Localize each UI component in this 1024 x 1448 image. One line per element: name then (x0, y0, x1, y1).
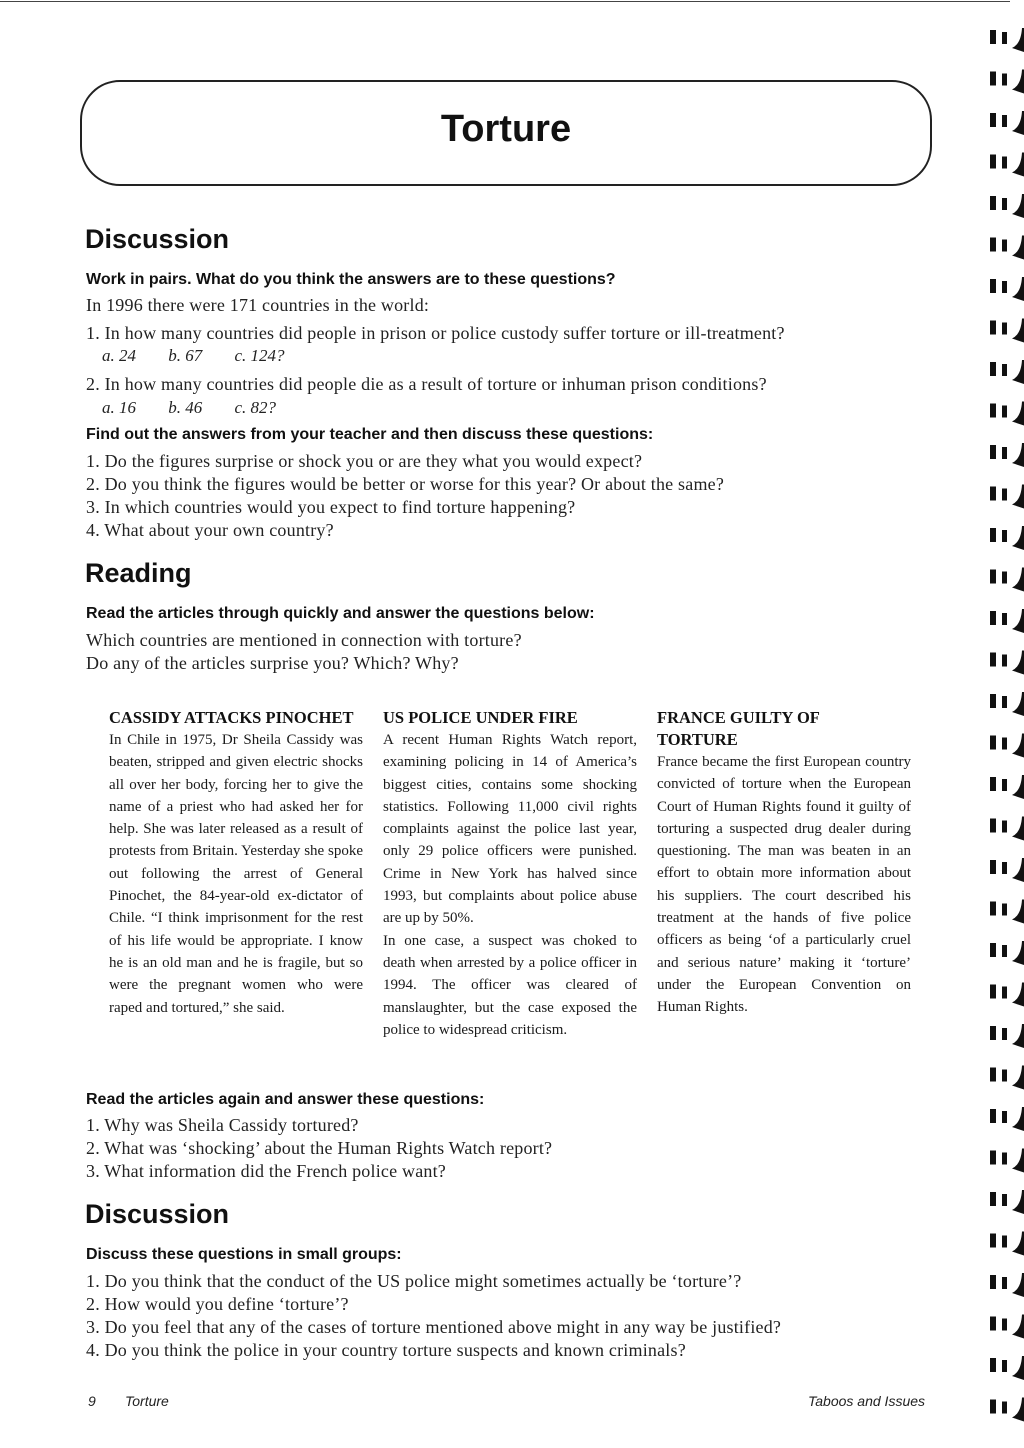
footer-page-number: 9 (88, 1393, 96, 1409)
group-question: 4. Do you think the police in your country torture suspects and known criminals? (86, 1340, 686, 1360)
article-body: In Chile in 1975, Dr Sheila Cassidy was beaten, stripped and given electric shocks all over her body, forcing her to give the name of a priest who had asked her for help. She was later released as a result of protests from Britain. Yesterday she spoke out following the arrest of General Pinochet, the 84-year-old ex-dictator of Chile. “I think imprisonment for the rest of his life would be appropriate. I know he is an old man and he is fragile, but so were the pregnant women who were raped and tortured,” she said. (109, 732, 363, 1016)
reading-line: Do any of the articles surprise you? Which? Why? (86, 653, 459, 673)
article-cassidy (109, 707, 363, 1019)
spiral-binding-icon (988, 20, 1024, 1430)
option: b. 67 (168, 346, 203, 365)
group-question: 3. Do you feel that any of the cases of torture mentioned above might in any way be justified? (86, 1317, 782, 1337)
group-question: 1. Do you think that the conduct of the US police might sometimes actually be ‘torture’? (86, 1271, 742, 1291)
reread-instruction: Read the articles again and answer these questions: (86, 1091, 485, 1108)
group-question: 2. How would you define ‘torture’? (86, 1294, 349, 1314)
article-body: France became the first European country convicted of torture when the European Court of Human Rights found it guilty of torturing a suspected drug dealer during questioning. The man was beaten in an effort to obtain more information about his suppliers. The court described his treatment at the hands of five police officers as being ‘of a particularly cruel and serious nature’ making it ‘torture’ under the European Convention on Human Rights. (657, 754, 911, 1016)
question-1: 1. In how many countries did people in prison or police custody suffer torture or ill-treatment? (86, 323, 785, 343)
footer-book-title: Taboos and Issues (808, 1393, 926, 1409)
article-body: A recent Human Rights Watch report, examining policing in 14 of America’s biggest cities, contains some shocking statistics. Following 11,000 civil rights complaints against the police last year, only 29 police officers were punished. Crime in New York has halved since 1993, but complaints about police abuse are up by 50%. (383, 732, 637, 927)
reading-heading: Reading (85, 558, 192, 588)
reading-question: 1. Why was Sheila Cassidy tortured? (86, 1115, 359, 1135)
option: b. 46 (168, 398, 203, 417)
question-2: 2. In how many countries did people die as a result of torture or inhuman prison conditions? (86, 374, 767, 394)
instruction-pairs: Work in pairs. What do you think the answers are to these questions? (86, 271, 616, 288)
option: a. 24 (102, 346, 136, 365)
question-2-options (102, 398, 304, 418)
page-title: Torture (440, 108, 572, 150)
discussion-heading-2: Discussion (85, 1199, 230, 1229)
discussion-item: 3. In which countries would you expect to find torture happening? (86, 497, 576, 517)
discussion-item: 2. Do you think the figures would be better or worse for this year? Or about the same? (86, 474, 725, 494)
question-1-options (102, 346, 313, 366)
footer-chapter: Torture (125, 1393, 169, 1409)
option: a. 16 (102, 398, 136, 417)
intro-line: In 1996 there were 171 countries in the world: (86, 295, 430, 315)
option: c. 82? (234, 398, 277, 417)
group-instruction: Discuss these questions in small groups: (86, 1246, 402, 1263)
article-france (657, 707, 911, 1019)
option: c. 124? (234, 346, 285, 365)
reading-instruction: Read the articles through quickly and answer the questions below: (86, 605, 595, 622)
discussion-item: 1. Do the figures surprise or shock you or are they what you would expect? (86, 451, 643, 471)
title-box (80, 80, 932, 186)
discussion-item: 4. What about your own country? (86, 520, 334, 540)
article-headline: FRANCE GUILTY OF TORTURE (657, 708, 820, 749)
discussion-heading-1: Discussion (85, 224, 230, 254)
article-headline: US POLICE UNDER FIRE (383, 708, 578, 727)
reading-question: 2. What was ‘shocking’ about the Human Rights Watch report? (86, 1138, 553, 1158)
reading-question: 3. What information did the French police want? (86, 1161, 446, 1181)
article-headline: CASSIDY ATTACKS PINOCHET (109, 708, 354, 727)
reading-line: Which countries are mentioned in connection with torture? (86, 630, 522, 650)
article-us-police (383, 707, 637, 1041)
article-body-2: In one case, a suspect was choked to death when arrested by a police officer in 1994. The officer was cleared of manslaughter, but the case exposed the police to widespread criticism. (383, 932, 637, 1038)
instruction-teacher: Find out the answers from your teacher and then discuss these questions: (86, 426, 654, 443)
top-edge-line (0, 1, 1010, 2)
